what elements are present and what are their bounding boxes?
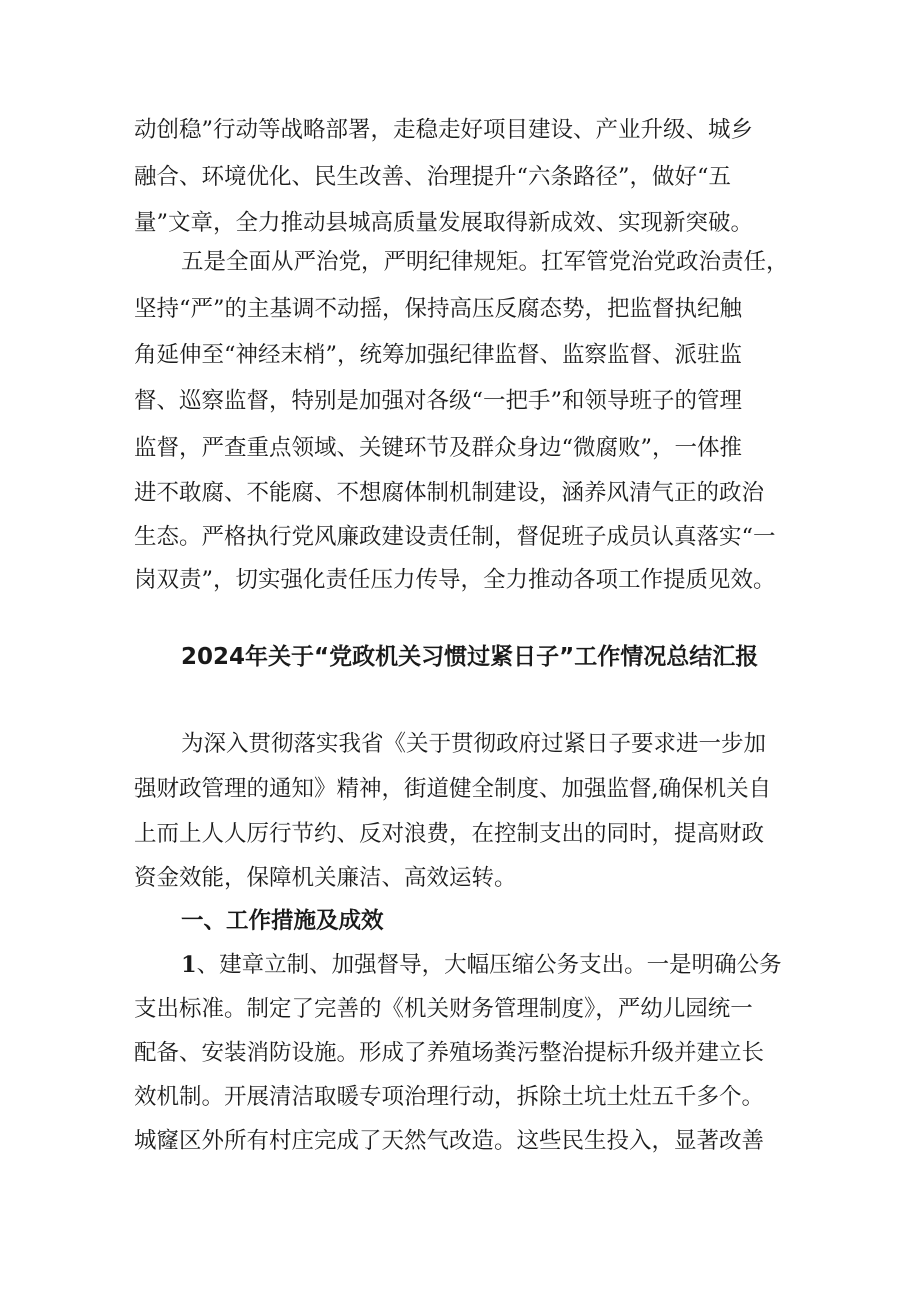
paragraph-line: 进不敢腐、不能腐、不想腐体制机制建设，涵养风清气正的政治 bbox=[134, 480, 765, 506]
paragraph-line: 为深入贯彻落实我省《关于贯彻政府过紧日子要求进一步加 bbox=[181, 731, 767, 757]
paragraph-line: 强财政管理的通知》精神，街道健全制度、加强监督,确保机关自 bbox=[134, 776, 772, 802]
paragraph-line: 效机制。开展清洁取暖专项治理行动，拆除土坑土灶五千多个。 bbox=[134, 1084, 765, 1110]
paragraph-line: 坚持“严”的主基调不动摇，保持高压反腐态势，把监督执纪触 bbox=[134, 296, 743, 322]
paragraph-line: 城窿区外所有村庄完成了天然气改造。这些民生投入，显著改善 bbox=[134, 1128, 765, 1154]
paragraph-line: 量”文章，全力推动县城高质量发展取得新成效、实现新突破。 bbox=[134, 210, 754, 236]
paragraph-line: 生态。严格执行党风廉政建设责任制，督促班子成员认真落实“一 bbox=[134, 524, 776, 550]
paragraph-line: 上而上人人厉行节约、反对浪费，在控制支出的同时，提高财政 bbox=[134, 821, 765, 847]
paragraph-line: 1、建章立制、加强督导，大幅压缩公务支出。一是明确公务 bbox=[181, 952, 782, 978]
paragraph-line: 监督，严查重点领域、关键环节及群众身边“微腐败”，一体推 bbox=[134, 435, 743, 461]
paragraph-line: 五是全面从严治党，严明纪律规矩。扛军管党治党政治责任， bbox=[181, 249, 789, 275]
paragraph-line: 配备、安装消防设施。形成了养殖场粪污整治提标升级并建立长 bbox=[134, 1040, 765, 1066]
paragraph-line: 融合、环境优化、民生改善、治理提升“六条路径”，做好“五 bbox=[134, 164, 732, 190]
paragraph-line: 岗双责”，切实强化责任压力传导，全力推动各项工作提质见效。 bbox=[134, 567, 776, 593]
paragraph-line: 角延伸至“神经末梢”，统筹加强纪律监督、监察监督、派驻监 bbox=[134, 342, 743, 368]
paragraph-line: 支出标准。制定了完善的《机关财务管理制度》，严幼儿园统一 bbox=[134, 996, 753, 1022]
paragraph-line: 资金效能，保障机关廉洁、高效运转。 bbox=[134, 865, 517, 891]
item-number: 1 bbox=[181, 952, 197, 978]
section-heading: 一、工作措施及成效 bbox=[181, 908, 384, 934]
document-title: 2024年关于“党政机关习惯过紧日子”工作情况总结汇报 bbox=[181, 644, 759, 670]
paragraph-line: 督、巡察监督，特别是加强对各级“一把手”和领导班子的管理 bbox=[134, 388, 743, 414]
paragraph-line: 动创稳”行动等战略部署，走稳走好项目建设、产业升级、城乡 bbox=[134, 117, 754, 143]
